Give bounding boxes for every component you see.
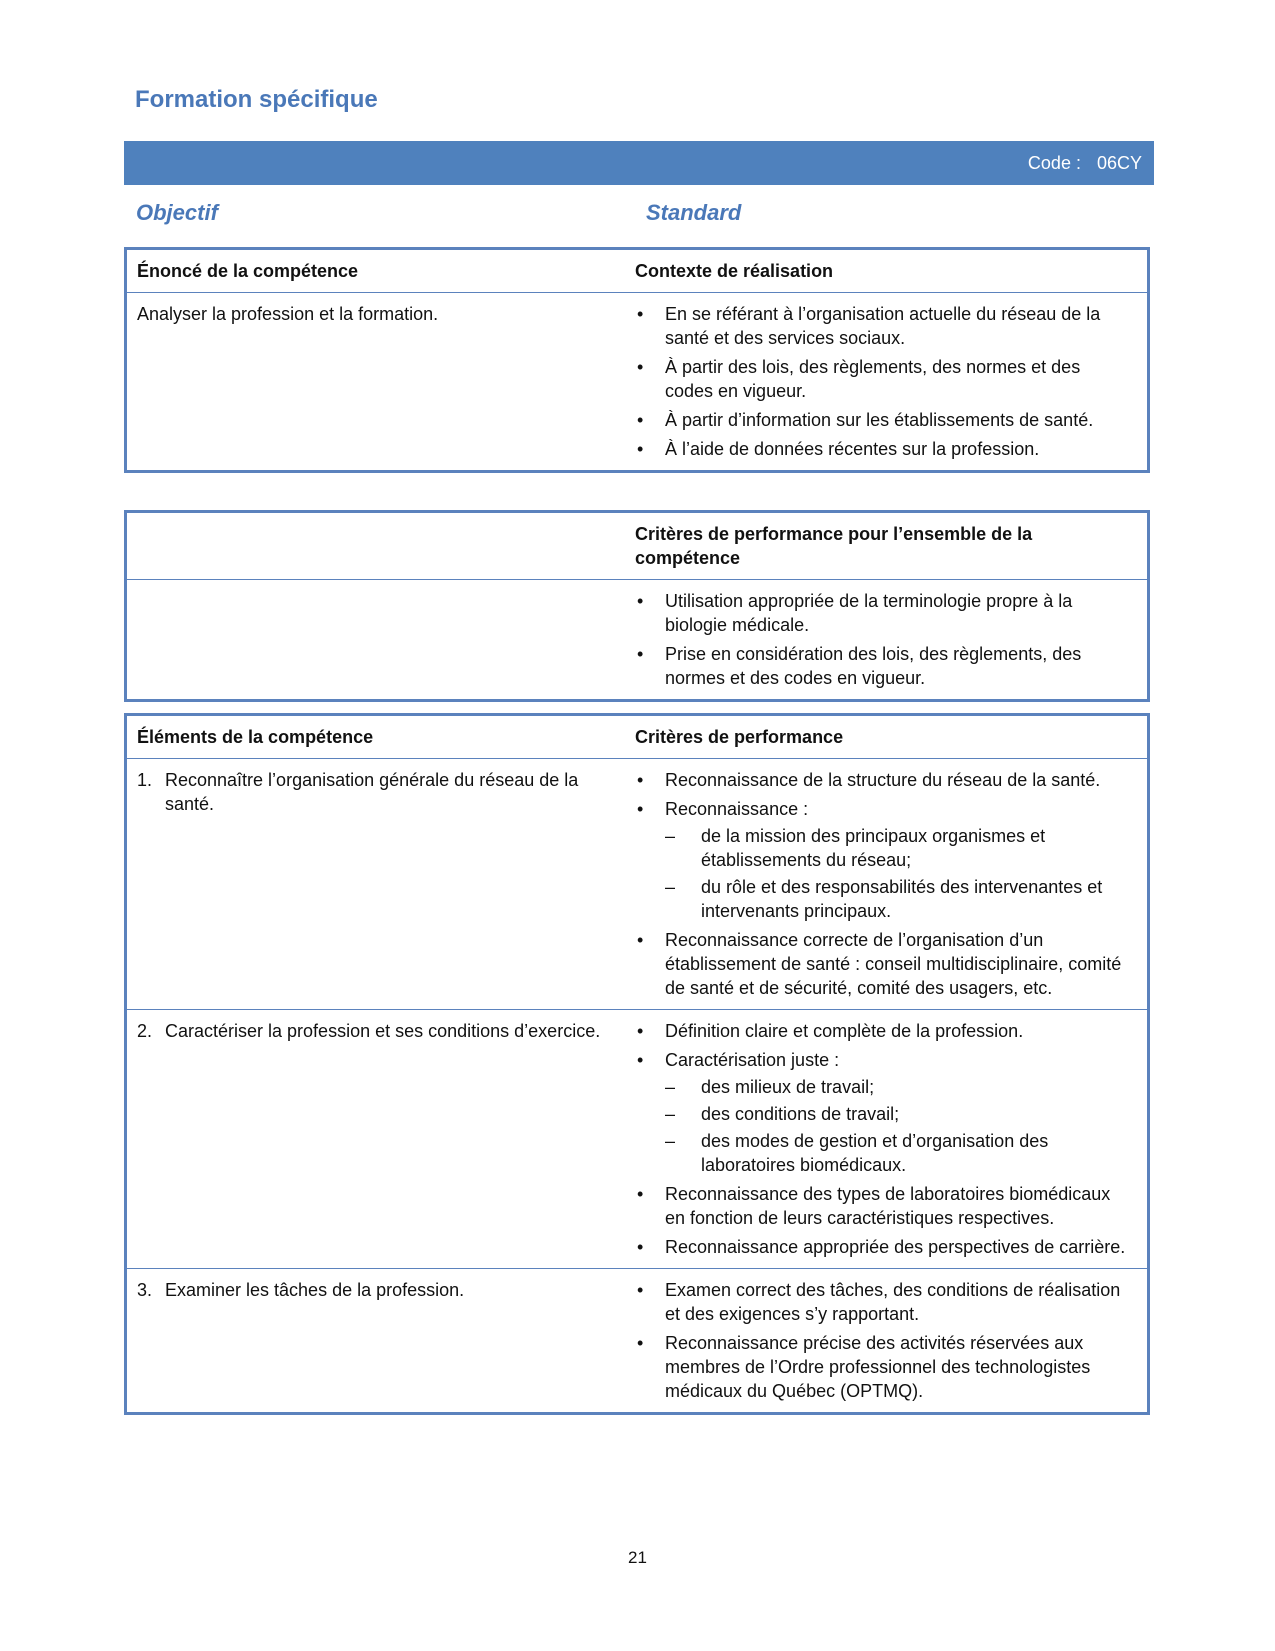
list-item: • Reconnaissance des types de laboratoires biomédicaux en fonction de leurs caractéristiques respectives. <box>635 1182 1131 1230</box>
sub-list-item: – des conditions de travail; <box>665 1102 1131 1126</box>
sub-list-item: – des milieux de travail; <box>665 1075 1131 1099</box>
list-item: • À partir d’information sur les établissements de santé. <box>635 408 1131 432</box>
performance-criteria-header: Critères de performance <box>635 727 844 747</box>
list-item: • Reconnaissance correcte de l’organisation d’un établissement de santé : conseil multidisciplinaire, comité de santé et de sécurité, comité des usagers, etc. <box>635 928 1131 1000</box>
context-header: Contexte de réalisation <box>635 261 834 281</box>
list-item-text: Reconnaissance : <box>665 799 809 819</box>
list-item: • Reconnaissance précise des activités réservées aux membres de l’Ordre professionnel des technologistes médicaux du Québec (OPTMQ). <box>635 1331 1131 1403</box>
statement-header: Énoncé de la compétence <box>137 261 359 281</box>
criteria-cell <box>635 1010 1147 1268</box>
list-item: • À partir des lois, des règlements, des normes et des codes en vigueur. <box>635 355 1131 403</box>
global-criteria-cell <box>635 580 1147 699</box>
sub-list <box>665 824 1131 923</box>
sub-list-item: – du rôle et des responsabilités des intervenantes et intervenants principaux. <box>665 875 1131 923</box>
list-item: • À l’aide de données récentes sur la profession. <box>635 437 1131 461</box>
criteria-list <box>635 1278 1131 1403</box>
table-row <box>127 1268 1147 1412</box>
criteria-list <box>635 768 1131 1000</box>
criteria-list <box>635 589 1131 690</box>
criteria-cell <box>635 759 1147 1009</box>
list-item: • Utilisation appropriée de la terminologie propre à la biologie médicale. <box>635 589 1131 637</box>
table-row <box>127 292 1147 470</box>
element-cell <box>127 759 635 1009</box>
list-item: • Définition claire et complète de la profession. <box>635 1019 1131 1043</box>
table-header-row <box>127 716 1147 758</box>
list-item <box>635 1048 1131 1177</box>
list-item <box>635 797 1131 923</box>
element-text: Examiner les tâches de la profession. <box>165 1280 465 1300</box>
code-bar <box>124 141 1154 185</box>
table-row <box>127 579 1147 699</box>
page-number: 21 <box>628 1548 647 1567</box>
section-headings <box>124 200 1154 230</box>
table-row <box>127 1009 1147 1268</box>
standard-heading: Standard <box>646 200 742 225</box>
sub-list-item: – de la mission des principaux organismes et établissements du réseau; <box>665 824 1131 872</box>
empty-cell <box>127 513 635 579</box>
sub-list-item: – des modes de gestion et d’organisation des laboratoires biomédicaux. <box>665 1129 1131 1177</box>
element-text: Reconnaître l’organisation générale du réseau de la santé. <box>165 770 579 814</box>
competency-statement-table <box>124 247 1150 473</box>
elements-header: Éléments de la compétence <box>137 727 374 747</box>
list-item-text: Caractérisation juste : <box>665 1050 840 1070</box>
element-cell <box>127 1269 635 1412</box>
element-cell <box>127 1010 635 1268</box>
competency-statement: Analyser la profession et la formation. <box>137 304 439 324</box>
list-item: • Reconnaissance appropriée des perspectives de carrière. <box>635 1235 1131 1259</box>
global-criteria-header: Critères de performance pour l’ensemble de la compétence <box>635 524 1033 568</box>
code-value: 06CY <box>1096 152 1142 173</box>
table-header-row <box>127 513 1147 579</box>
page-title: Formation spécifique <box>135 86 378 113</box>
empty-cell <box>127 580 635 699</box>
global-criteria-table <box>124 510 1150 702</box>
list-item: • Examen correct des tâches, des conditions de réalisation et des exigences s’y rapportant. <box>635 1278 1131 1326</box>
code-label: Code : <box>1027 152 1081 173</box>
list-item: • Reconnaissance de la structure du réseau de la santé. <box>635 768 1131 792</box>
list-item: • En se référant à l’organisation actuelle du réseau de la santé et des services sociaux. <box>635 302 1131 350</box>
context-cell <box>635 293 1147 470</box>
table-header-row <box>127 250 1147 292</box>
element-number: 3. <box>137 1280 153 1300</box>
element-text: Caractériser la profession et ses conditions d’exercice. <box>165 1021 601 1041</box>
list-item: • Prise en considération des lois, des règlements, des normes et des codes en vigueur. <box>635 642 1131 690</box>
element-number: 2. <box>137 1021 153 1041</box>
criteria-cell <box>635 1269 1147 1412</box>
context-list <box>635 302 1131 461</box>
sub-list <box>665 1075 1131 1177</box>
table-row <box>127 758 1147 1009</box>
objective-heading: Objectif <box>136 200 218 225</box>
criteria-list <box>635 1019 1131 1259</box>
element-number: 1. <box>137 770 153 790</box>
competency-elements-table <box>124 713 1150 1415</box>
